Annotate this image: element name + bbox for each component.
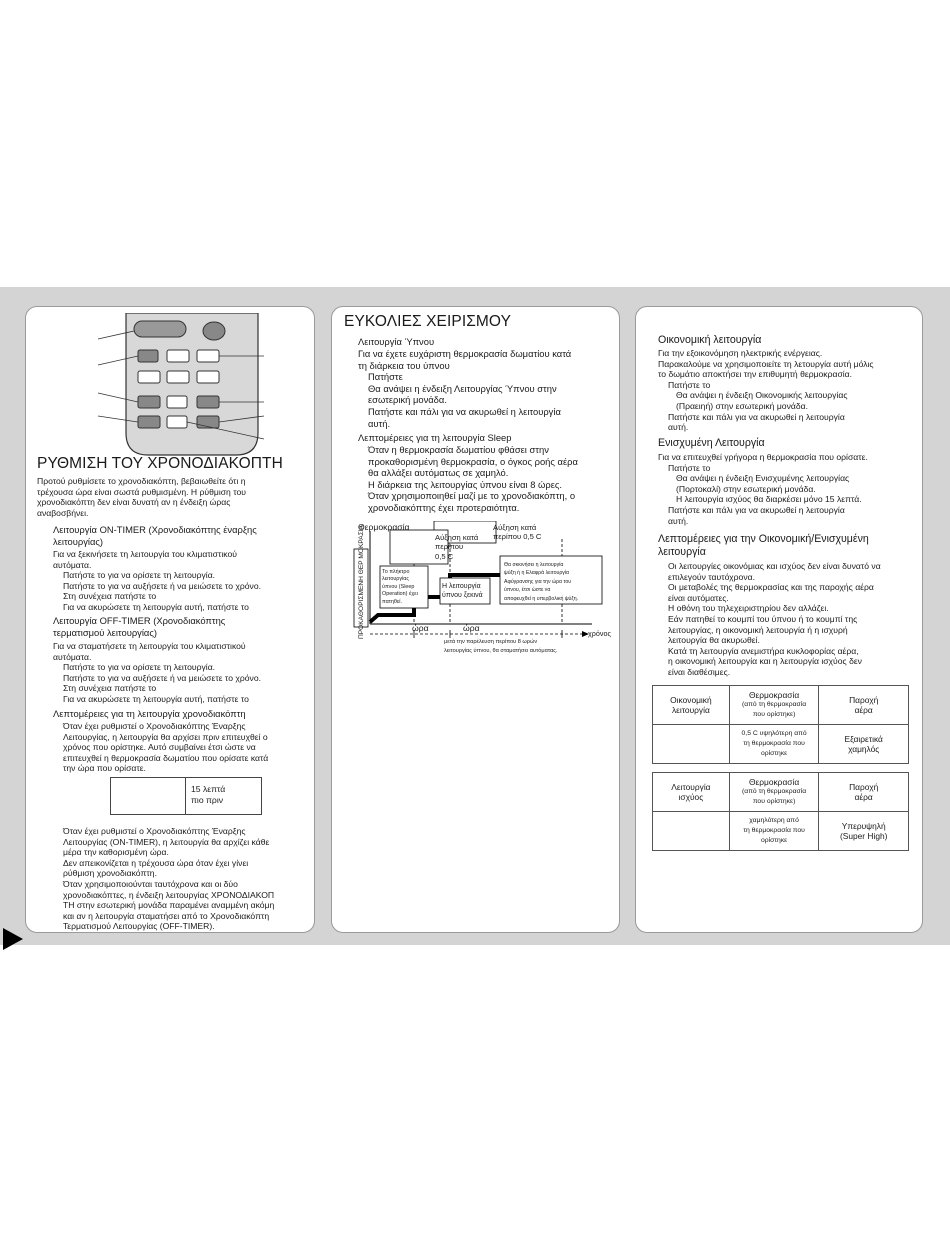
power-header-temp: Θερμοκρασία (από τη θερμοκρασία που ορίστηκε) [729,773,819,812]
convenience-panel [331,306,620,933]
power-mode-table [652,772,909,851]
diagram-vertical-label: ΠΡΟΚΑΘΟΡΙΣΜΕΝΗ ΘΕΡ ΜΟΚΡΑΣΙΑ [357,524,365,640]
advance-time-label: 15 λεπτά πιο πριν [191,784,226,805]
diagram-start-note: Η λειτουργία ύπνου ξεκινά [442,583,483,599]
diagram-temp-label: Θερμοκρασία [358,522,410,532]
table-row [653,812,909,851]
diagram-time-label: χρόνος [588,629,611,638]
eco-cell-icon [653,725,730,764]
eco-mode-table [652,685,909,764]
table-row [653,725,909,764]
diagram-hour-2: ώρα [463,623,480,633]
power-cell-icon [653,812,730,851]
diagram-press-note: Το πλήκτρο λειτουργίας ύπνου (Sleep Operation) έχει πατηθεί. [382,569,418,605]
timer-details-text: Όταν έχει ρυθμιστεί ο Χρονοδιακόπτης Έναρξης Λειτουργίας, η λειτουργία θα αρχίσει πριν επιτευχθεί ο χρόνος που ορίστηκε. Αυτό συμβαίνει έτσι ώστε να επιτευχθεί η θερμοκρασία δωματίου που ορίσατε κατά την ώρα που ορίσατε. [63,721,269,774]
convenience-heading: ΕΥΚΟΛΙΕΣ ΧΕΙΡΙΣΜΟΥ [344,313,512,330]
off-timer-title: Λειτουργία OFF-TIMER (Χρονοδιακόπτης τερματισμού λειτουργίας) [53,615,226,638]
sleep-details-title: Λεπτομέρειες για τη λειτουργία Sleep [358,432,512,443]
on-timer-steps: Για να ξεκινήσετε τη λειτουργία του κλιματιστικού αυτόματα. Πατήστε το για να ορίσετε τη λειτουργία. Πατήστε το για να αυξήσετε ή να μειώσετε το χρόνο. Στη συνέχεια πατήστε το Για να ακυρώσετε τη λειτουργία αυτή, πατήστε το [53,549,262,612]
timer-advance-box [110,777,262,815]
eco-header-mode: Οικονομική λειτουργία [653,686,730,725]
table-row [653,686,909,725]
power-header-mode: Λειτουργία ισχύος [653,773,730,812]
eco-header-temp: Θερμοκρασία (από τη θερμοκρασία που ορίστηκε) [729,686,819,725]
eco-header-airflow: Παροχή αέρα [819,686,909,725]
sleep-details-text: Όταν η θερμοκρασία δωματίου φθάσει στην προκαθορισμένη θερμοκρασία, ο όγκος ροής αέρα θα αλλάξει αυτόματως σε χαμηλό. Η διάρκεια της λειτουργίας ύπνου είναι 8 ώρες. Όταν χρησιμοποιηθεί μαζί με το χρονοδιακόπτη, ο χρονοδιακόπτης έχει προτεραιότητα. [368,444,578,513]
diagram-rise1: Αύξηση κατά περίπου 0,5 C [435,533,479,561]
timer-panel [25,306,315,933]
power-title: Ενισχυμένη Λειτουργία [658,437,765,449]
timer-intro: Προτού ρυθμίσετε το χρονοδιακόπτη, βεβαιωθείτε ότι η τρέχουσα ώρα είναι σωστά ρυθμισμένη. Η ρύθμιση του χρονοδιακόπτη δεν είναι δυνατή αν η ένδειξη ώρας αναβοσβήνει. [37,476,246,518]
sleep-instructions: Για να έχετε ευχάριστη θερμοκρασία δωματίου κατά τη διάρκεια του ύπνου Πατήστε Θα ανάψει η ένδειξη Λειτουργίας Ύπνου στην εσωτερική μονάδα. Πατήστε και πάλι για να ακυρωθεί η λειτουργία αυτή. [358,348,572,429]
economy-panel [635,306,923,933]
timer-details-title: Λεπτομέρειες για τη λειτουργία χρονοδιακόπτη [53,708,246,719]
off-timer-steps: Για να σταματήσετε τη λειτουργία του κλιματιστικού αυτόματα. Πατήστε το για να ορίσετε τη λειτουργία. Πατήστε το για να αυξήσετε ή να μειώσετε το χρόνο. Στη συνέχεια πατήστε το Για να ακυρώσετε τη λειτουργία αυτή, πατήστε το [53,641,262,704]
power-header-airflow: Παροχή αέρα [819,773,909,812]
eco-power-details-text: Οι λειτουργίες οικονόμιας και ισχύος δεν είναι δυνατό να επιλεγούν ταυτόχρονα. Οι μεταβολές της θερμοκρασίας και της παροχής αέρα είναι αυτόματες. Η οθόνη του τηλεχειριστηρίου δεν αλλάζει. Εάν πατηθεί το κουμπί του ύπνου ή το κουμπί της λειτουργίας, η οικονομική λειτουργία ή η ισχυρή λειτουργία θα ακυρωθεί. Κατά τη λειτουργία ανεμιστήρα κυκλοφορίας αέρα, η οικονομική λειτουργία και η λειτουργία ισχύος δεν είναι διαθέσιμες. [668,561,881,677]
table-row [653,773,909,812]
timer-heading: ΡΥΘΜΙΣΗ ΤΟΥ ΧΡΟΝΟΔΙΑΚΟΠΤΗ [37,455,283,472]
timer-notes: Όταν έχει ρυθμιστεί ο Χρονοδιακόπτης Έναρξης Λειτουργίας (ON-TIMER), η λειτουργία θα αρχίζει κάθε μέρα την καθορισμένη ώρα. Δεν απεικονίζεται η τρέχουσα ώρα όταν έχει γίνει ρύθμιση χρονοδιακόπτη. Όταν χρησιμοποιούνται ταυτόχρονα και οι δύο χρονοδιακόπτες, η ένδειξη λειτουργίας ΧΡΟΝΟΔΙΑΚΟΠ ΤΗ στην εσωτερική μονάδα παραμένει αναμμένη ακόμη και αν η λειτουργία σταματήσει από το Χρονοδιακόπτη Τερματισμού Λειτουργίας (OFF-TIMER). [63,826,275,932]
diagram-footnote: μετά την παρέλευση περίπου 8 ωρών λειτουργίας ύπνου, θα σταματήσει αυτόματας. [444,639,558,654]
diagram-rise2: Αύξηση κατά περίπου 0,5 C [493,523,542,541]
page-arrow-icon [3,928,23,950]
diagram-lamp-note: Θα σκκινήσει η λειτουργία ψύξη ή η Ελαφρά λειτουργία Αφύγρανσης για την ώρα του ύπνου, έτσι ώστε να αποφευχθεί η υπερβολική ψύξη. [504,562,579,602]
power-text: Για να επιτευχθεί γρήγορα η θερμοκρασία που ορίσατε. Πατήστε το Θα ανάψει η ένδειξη Ενισχυμένης λειτουργίας (Πορτοκαλί) στην εσωτερική μονάδα. Η λειτουργία ισχύος θα διαρκέσει μόνο 15 λεπτά. Πατήστε και πάλι για να ακυρωθεί η λειτουργία αυτή. [658,452,868,526]
eco-cell-temp: 0,5 C υψηλότερη από τη θερμοκρασία που ορίστηκε [729,725,819,764]
diagram-hour-1: ώρα [412,623,429,633]
eco-text: Για την εξοικονόμηση ηλεκτρικής ενέργειας. Παρακαλούμε να χρησιμοποιείτε τη λετουργία αυτή μόλις το δωμάτιο αποκτήσει την επιθυμητή θερμοκρασία. Πατήστε το Θα ανάψει η ένδειξη Οικονομικής λειτουργίας (Πραειηή) στην εσωτερική μονάδα. Πατήστε και πάλι για να ακυρωθεί η λειτουργία αυτή. [658,348,874,433]
eco-cell-airflow: Εξαιρετικά χαμηλός [819,725,909,764]
sleep-title: Λειτουργία Ύπνου [358,336,435,347]
eco-title: Οικονομική λειτουργία [658,334,762,346]
diagram-vertical-label-wrap [355,524,369,640]
eco-power-details-title: Λεπτομέρειες για την Οικονομική/Ενισχυμένη λειτουργία [658,533,869,558]
on-timer-title: Λειτουργία ON-TIMER (Χρονοδιακόπτης έναρξης λειτουργίας) [53,524,257,547]
power-cell-temp: χαμηλότερη από τη θερμοκρασία που ορίστηκε [729,812,819,851]
power-cell-airflow: Υπερυψηλή (Super High) [819,812,909,851]
remote-control-illustration [86,313,306,459]
